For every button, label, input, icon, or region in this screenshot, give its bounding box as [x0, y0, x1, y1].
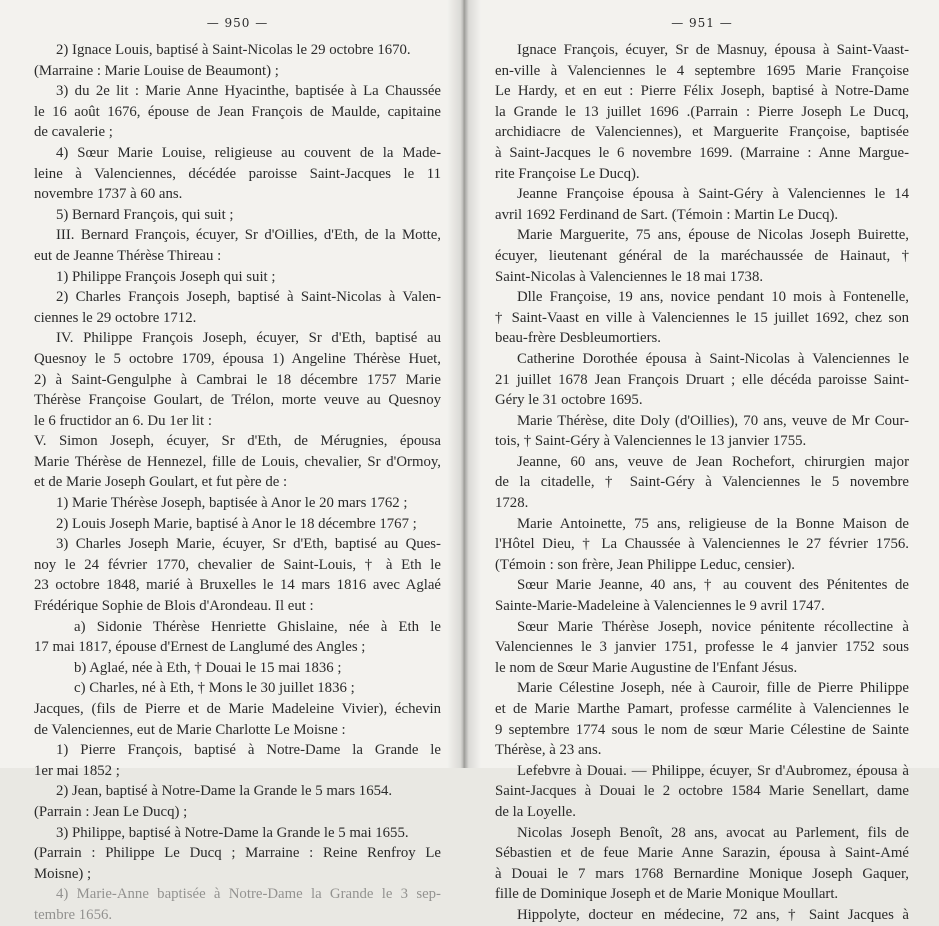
text-line: Dlle Françoise, 19 ans, novice pendant 10 mois à Fontenelle, [517, 289, 909, 306]
text-line: 3) Charles Joseph Marie, écuyer, Sr d'Eth, baptisé au Ques- [56, 536, 441, 553]
text-line: tois, † Saint-Géry à Valenciennes le 13 janvier 1755. [495, 433, 807, 450]
text-line: Catherine Dorothée épousa à Saint-Nicolas à Valenciennes le [517, 350, 909, 367]
text-line: Thérèse Françoise Goulart, de Trélon, morte veuve au Quesnoy [34, 392, 441, 409]
text-line: 9 septembre 1774 sous le nom de sœur Marie Célestine de Sainte [495, 721, 909, 738]
text-line: (Parrain : Philippe Le Ducq ; Marraine : Reine Renfroy Le [34, 845, 441, 862]
text-line: 1) Pierre François, baptisé à Notre-Dame la Grande le [56, 742, 441, 759]
text-line: 2) Louis Joseph Marie, baptisé à Anor le 18 décembre 1767 ; [56, 515, 417, 532]
text-line: (Parrain : Jean Le Ducq) ; [34, 803, 188, 820]
text-line: Quesnoy le 5 octobre 1709, épousa 1) Angeline Thérèse Huet, [34, 350, 441, 367]
text-line: 5) Bernard François, qui suit ; [56, 206, 234, 223]
text-line: IV. Philippe François Joseph, écuyer, Sr d'Eth, baptisé au [56, 330, 441, 347]
text-line: 1er mai 1852 ; [34, 762, 120, 779]
text-line: tembre 1656. [34, 906, 113, 923]
text-line: Sainte-Marie-Madeleine à Valenciennes le 9 avril 1747. [495, 598, 825, 615]
text-line: Sœur Marie Jeanne, 40 ans, † au couvent des Pénitentes de [517, 577, 909, 594]
text-line: 2) Jean, baptisé à Notre-Dame la Grande le 5 mars 1654. [56, 783, 393, 800]
text-line: 4) Sœur Marie Louise, religieuse au couvent de la Made- [56, 144, 441, 161]
text-line: (Témoin : son frère, Jean Philippe Leduc, censier). [495, 556, 795, 573]
text-line: b) Aglaé, née à Eth, † Douai le 15 mai 1836 ; [74, 659, 342, 676]
text-line: Saint-Jacques à Douai le 2 octobre 1584 Marie Senellart, dame [495, 783, 909, 800]
text-line: Valenciennes le 3 janvier 1751, professe le 4 janvier 1752 sous [495, 639, 909, 656]
text-line: 23 octobre 1848, marié à Bruxelles le 14 mars 1816 avec Aglaé [34, 577, 441, 594]
text-line: en-ville à Valenciennes le 4 septembre 1695 Marie Françoise [495, 62, 909, 79]
text-line: (Marraine : Marie Louise de Beaumont) ; [34, 62, 279, 79]
text-line: Ignace François, écuyer, Sr de Masnuy, épousa à Saint-Vaast- [517, 42, 909, 58]
text-line: la Grande le 13 juillet 1696 .(Parrain : Pierre Joseph Le Ducq, [495, 103, 909, 120]
text-line: de la citadelle, † Saint-Géry à Valenciennes le 5 novembre [495, 474, 909, 491]
text-line: Jeanne, 60 ans, veuve de Jean Rochefort, chirurgien major [517, 453, 909, 470]
text-line: le nom de Sœur Marie Augustine de l'Enfant Jésus. [495, 659, 798, 676]
left-page [0, 0, 463, 923]
text-line: de Valenciennes, eut de Marie Charlotte Le Moisne : [34, 721, 346, 738]
text-line: archidiacre de Valenciennes), et Marguerite Françoise, baptisée [495, 124, 909, 141]
text-line: ciennes le 29 octobre 1712. [34, 309, 197, 326]
text-line: Sébastien et de feue Marie Anne Sarazin, épousa à Saint-Amé [495, 845, 909, 862]
text-line: à Douai le 7 mars 1768 Bernardine Monique Joseph Gaquer, [495, 865, 909, 882]
text-line: 1) Philippe François Joseph qui suit ; [56, 268, 276, 285]
text-line: III. Bernard François, écuyer, Sr d'Oillies, d'Eth, de la Motte, [56, 227, 441, 244]
text-line: Jacques, (fils de Pierre et de Marie Madeleine Vivier), échevin [34, 701, 441, 717]
text-line: rite Françoise Le Ducq). [495, 165, 640, 182]
text-line: Nicolas Joseph Benoît, 28 ans, avocat au Parlement, fils de [517, 824, 909, 841]
text-line: Hippolyte, docteur en médecine, 72 ans, † Saint Jacques à [517, 906, 909, 923]
right-page-text [495, 40, 909, 926]
text-line: leine à Valenciennes, décédée paroisse Saint-Jacques le 11 [34, 165, 441, 182]
text-line: Moisne) ; [34, 865, 92, 882]
text-line: 4) Marie-Anne baptisée à Notre-Dame la Grande le 3 sep- [56, 886, 441, 903]
text-line: c) Charles, né à Eth, † Mons le 30 juillet 1836 ; [74, 680, 355, 697]
text-line: de la Loyelle. [495, 803, 576, 820]
text-line: et de Marie Marthe Pamart, professe carmélite à Valenciennes le [495, 701, 909, 717]
text-line: 2) Charles François Joseph, baptisé à Saint-Nicolas à Valen- [56, 289, 441, 306]
page-number-right: — 951 — [671, 16, 733, 30]
text-line: Le Hardy, et en eut : Pierre Félix Joseph, baptisé à Notre-Dame [495, 83, 909, 100]
text-line: 1728. [495, 495, 529, 512]
text-line: 21 juillet 1678 Jean François Druart ; elle décéda paroisse Saint- [495, 371, 909, 388]
text-line: et de Marie Joseph Goulart, et fut père de : [34, 474, 288, 491]
text-line: Marie Marguerite, 75 ans, épouse de Nicolas Joseph Buirette, [517, 227, 909, 244]
text-line: eut de Jeanne Thérèse Thireau : [34, 247, 222, 264]
text-line: 2) à Saint-Gengulphe à Cambrai le 18 décembre 1757 Marie [34, 371, 441, 388]
text-line: Saint-Nicolas à Valenciennes le 18 mai 1738. [495, 268, 764, 285]
text-line: 17 mai 1817, épouse d'Ernest de Langlumé des Angles ; [34, 639, 366, 656]
text-line: fille de Dominique Joseph et de Marie Monique Moullart. [495, 886, 839, 903]
text-line: 1) Marie Thérèse Joseph, baptisée à Anor le 20 mars 1762 ; [56, 495, 408, 512]
text-line: à Saint-Jacques le 6 novembre 1699. (Marraine : Anne Margue- [495, 144, 909, 161]
text-line: noy le 24 février 1770, chevalier de Saint-Louis, † à Eth le [34, 556, 441, 573]
text-line: Jeanne Françoise épousa à Saint-Géry à Valenciennes le 14 [517, 186, 909, 203]
text-line: beau-frère Desbleumortiers. [495, 330, 661, 347]
text-line: de cavalerie ; [34, 124, 113, 141]
text-line: 2) Ignace Louis, baptisé à Saint-Nicolas le 29 octobre 1670. [56, 42, 411, 58]
text-line: a) Sidonie Thérèse Henriette Ghislaine, née à Eth le [74, 618, 441, 635]
text-line: Géry le 31 octobre 1695. [495, 392, 643, 409]
text-line: novembre 1737 à 60 ans. [34, 186, 183, 203]
left-page-text [34, 40, 441, 926]
right-page [465, 0, 939, 923]
text-line: 3) du 2e lit : Marie Anne Hyacinthe, baptisée à La Chaussée [56, 83, 441, 100]
text-line: l'Hôtel Dieu, † La Chaussée à Valenciennes le 27 février 1756. [495, 536, 909, 553]
text-line: écuyer, lieutenant général de la maréchaussée de Hainaut, † [495, 247, 909, 264]
text-line: V. Simon Joseph, écuyer, Sr d'Eth, de Mérugnies, épousa [34, 433, 441, 450]
text-line: le 6 fructidor an 6. Du 1er lit : [34, 412, 212, 429]
text-line: Marie Célestine Joseph, née à Cauroir, fille de Pierre Philippe [517, 680, 909, 697]
text-line: † Saint-Vaast en ville à Valenciennes le 15 juillet 1692, chez son [495, 309, 909, 326]
text-line: Marie Thérèse, dite Doly (d'Oillies), 70 ans, veuve de Mr Cour- [517, 412, 909, 429]
text-line: Sœur Marie Thérèse Joseph, novice pénitente récollectine à [517, 618, 909, 635]
text-line: Frédérique Sophie de Blois d'Arondeau. Il eut : [34, 598, 314, 615]
text-line: avril 1692 Ferdinand de Sart. (Témoin : Martin Le Ducq). [495, 206, 839, 223]
text-line: Thérèse, à 23 ans. [495, 742, 602, 759]
text-line: 3) Philippe, baptisé à Notre-Dame la Grande le 5 mai 1655. [56, 824, 409, 841]
text-line: le 16 août 1676, épouse de Jean François de Maulde, capitaine [34, 103, 441, 120]
text-line: Lefebvre à Douai. — Philippe, écuyer, Sr d'Aubromez, épousa à [517, 762, 909, 779]
page-number-left: — 950 — [206, 16, 269, 30]
text-line: Marie Antoinette, 75 ans, religieuse de la Bonne Maison de [517, 515, 909, 532]
text-line: Marie Thérèse de Hennezel, fille de Louis, chevalier, Sr d'Ormoy, [34, 453, 441, 470]
